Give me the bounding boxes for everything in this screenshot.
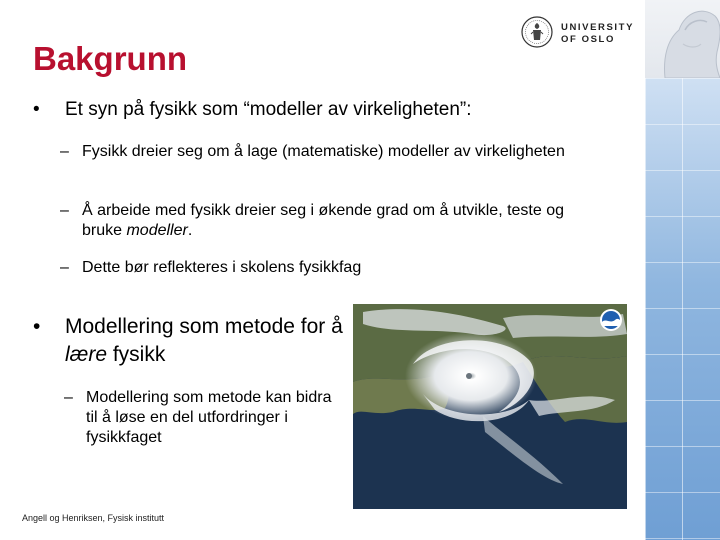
dash-icon: –: [60, 202, 69, 219]
bullet-icon: •: [33, 315, 41, 338]
sub-bullet-2-emphasis: modeller: [126, 222, 188, 239]
bullet-icon: •: [33, 99, 40, 120]
sub-bullet-2-post: .: [187, 222, 193, 239]
noaa-logo-icon: [600, 309, 622, 331]
sub-bullet-1-text: Fysikk dreier seg om å lage (matematiske) modeller av virkeligheten: [82, 143, 565, 160]
sub-bullet-2-text: [82, 201, 580, 241]
decorative-side-band: [645, 0, 720, 540]
hurricane-satellite-image: [353, 304, 627, 509]
dash-icon: –: [64, 389, 73, 406]
dash-icon: –: [60, 259, 69, 276]
slide-title: Bakgrunn: [33, 40, 188, 77]
statue-image: [645, 0, 720, 78]
sub-bullet-2-pre: Å arbeide med fysikk dreier seg i økende grad om å utvikle, teste og bruke: [82, 202, 565, 239]
university-logo: [521, 16, 636, 50]
bullet-2-post: fysikk: [107, 343, 166, 366]
bullet-2-pre: Modellering som metode for å: [65, 315, 343, 338]
footer-credit: Angell og Henriksen, Fysisk institutt: [22, 513, 165, 523]
logo-line-1: UNIVERSITY: [561, 22, 635, 33]
logo-line-2: OF OSLO: [561, 34, 615, 45]
grid-pattern: [645, 78, 720, 540]
sub-bullet-3-text: Dette bør reflekteres i skolens fysikkfag: [82, 259, 362, 276]
sub-bullet-4-text: Modellering som metode kan bidra til å løse en del utfordringer i fysikkfaget: [86, 389, 332, 446]
bullet-1-text: Et syn på fysikk som “modeller av virkeligheten”:: [65, 99, 472, 120]
dash-icon: –: [60, 143, 69, 160]
bullet-2-text: [65, 313, 355, 369]
university-seal-icon: [521, 16, 553, 48]
bullet-2-emphasis: lære: [65, 343, 108, 366]
